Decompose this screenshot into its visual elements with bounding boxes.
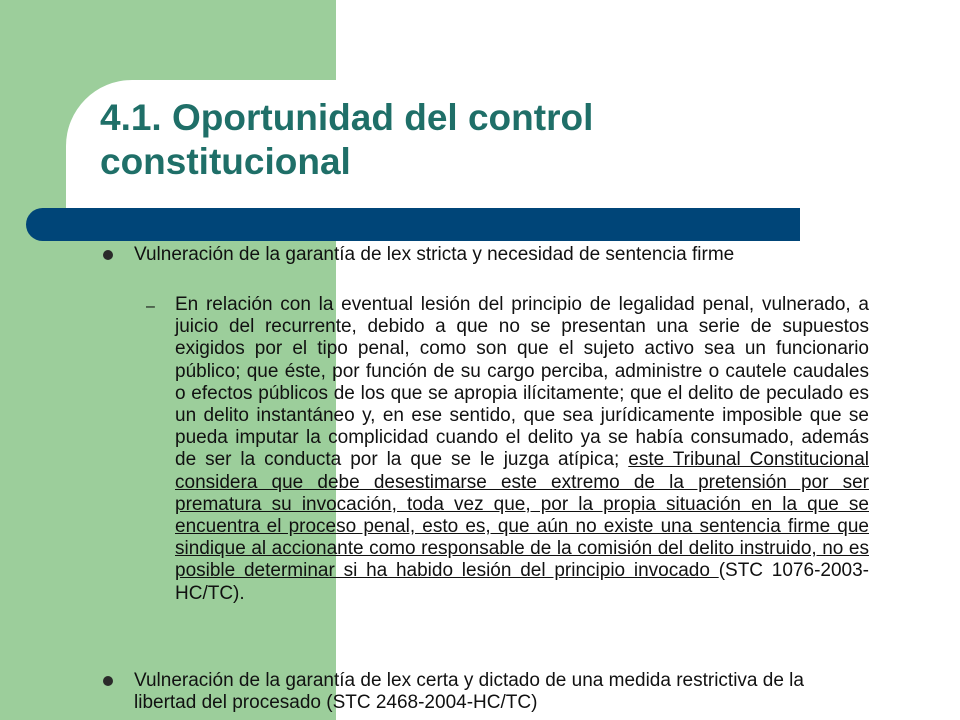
sub-bullet-item-1 bbox=[175, 294, 869, 605]
bullet-item-1: Vulneración de la garantía de lex stricta y necesidad de sentencia firme bbox=[134, 244, 735, 265]
sub-bullet-text-plain: En relación con la eventual lesión del principio de legalidad penal, vulnerado, a juicio del recurrente, debido a que no se presentan una serie de supuestos exigidos por el tipo penal, como son que el sujeto activo sea un funcionario público; que éste, por función de su cargo perciba, administre o cautele caudales o efectos públicos de los que se apropia ilícitamente; que el delito de peculado es un delito instantáneo y, en ese sentido, que sea jurídicamente imposible que se pueda imputar la complicidad cuando el delito ya se había consumado, además de ser la conducta por la que se le juzga atípica; bbox=[175, 294, 869, 471]
sub-bullet-citation: (STC 1076-2003-HC/TC). bbox=[175, 560, 869, 604]
bullet-dot-icon bbox=[103, 676, 113, 686]
slide-title: 4.1. Oportunidad del control constitucional bbox=[100, 97, 594, 182]
dash-marker-icon: – bbox=[146, 298, 155, 315]
sub-bullet-text-underlined: este Tribunal Constitucional considera que debe desestimarse este extremo de la pretensión por ser prematura su invocación, toda vez que, por la propia situación en la que se encuentra el proceso penal, esto es, que aún no existe una sentencia firme que sindique al accionante como responsable de la comisión del delito instruido, no es posible determinar si ha habido lesión del principio invocado bbox=[175, 449, 869, 582]
bullet-dot-icon bbox=[103, 250, 113, 260]
bullet-item-2: Vulneración de la garantía de lex certa y dictado de una medida restrictiva de la libertad del procesado (STC 2468-2004-HC/TC) bbox=[134, 670, 804, 714]
